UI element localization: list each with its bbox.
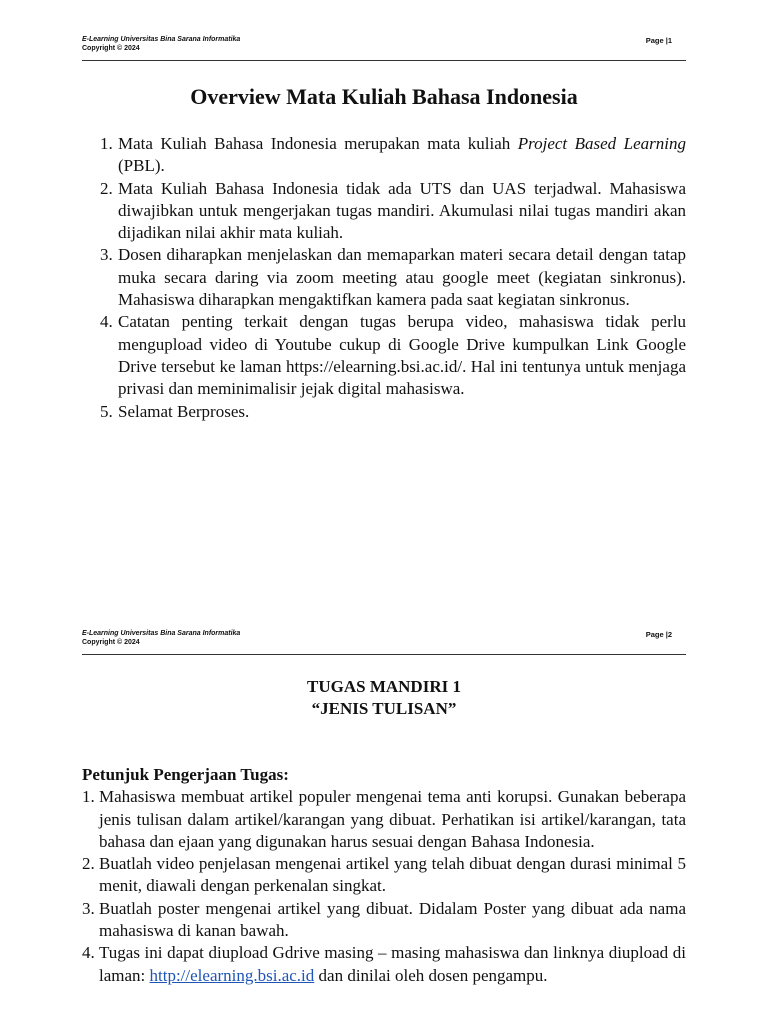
list-item-text-end: (PBL). [118,156,165,176]
list-item-text: Mahasiswa membuat artikel populer mengenai tema anti korupsi. Gunakan beberapa jenis tulisan dalam artikel/karangan yang dibuat. Perhatikan isi artikel/karangan, tata bahasa dan ejaan yang digunakan harus sesuai dengan Bahasa Indonesia. [99,787,686,851]
assignment-title: TUGAS MANDIRI 1 [307,677,461,696]
list-item [100,401,686,423]
list-item-text: Buatlah video penjelasan mengenai artikel yang telah dibuat dengan durasi minimal 5 menit, diawali dengan perkenalan singkat. [99,854,686,896]
institution-name: E-Learning Universitas Bina Sarana Informatika [82,630,241,637]
assignment-subtitle: “JENIS TULISAN” [311,699,457,718]
overview-list-container [100,133,686,423]
section-heading: Petunjuk Pengerjaan Tugas: [82,765,289,784]
overview-list [100,133,686,423]
document-page-2 [0,600,768,1024]
list-number: 4. [100,312,113,332]
page-number: Page |2 [645,630,672,639]
list-item-text-end: dan dinilai oleh dosen pengampu. [314,965,548,985]
page-number: Page |1 [645,36,672,45]
list-item [82,853,686,898]
page-header [82,30,686,61]
list-item [82,786,686,853]
list-number: 1. [82,787,95,807]
page-header [82,624,686,655]
list-item-emphasis: Project Based Learning [517,134,686,153]
list-item-text: Buatlah poster mengenai artikel yang dibuat. Didalam Poster yang dibuat ada nama mahasiswa di kanan bawah. [99,898,686,941]
copyright-text: Copyright © 2024 [82,45,140,52]
list-item [100,178,686,245]
list-number: 2. [100,178,113,198]
list-item-text: Mata Kuliah Bahasa Indonesia merupakan mata kuliah [118,134,518,153]
list-item-text: Dosen diharapkan menjelaskan dan memaparkan materi secara detail dengan tatap muka secara daring via zoom meeting atau google meet (kegiatan sinkronus). Mahasiswa diharapkan mengaktifkan kamera pada saat kegiatan sinkronus. [118,245,686,310]
instructions-list [82,786,686,987]
list-number: 3. [82,898,95,918]
list-item [100,244,686,311]
list-item-text: Catatan penting terkait dengan tugas berupa video, mahasiswa tidak perlu mengupload video di Youtube cukup di Google Drive kumpulkan Link Google Drive tersebut ke laman https://elearning.bsi.ac.id/. Hal ini tentunya untuk menjaga privasi dan meminimalisir jejak digital mahasiswa. [118,312,686,399]
list-item [100,311,686,400]
list-item [82,942,686,987]
list-item-text: Tugas ini dapat diupload Gdrive masing – masing mahasiswa dan linknya diupload di laman: [99,943,686,985]
list-number: 2. [82,854,95,874]
list-item [100,133,686,178]
list-number: 5. [100,401,113,421]
list-item-text: Mata Kuliah Bahasa Indonesia tidak ada UTS dan UAS terjadwal. Mahasiswa diwajibkan untuk mengerjakan tugas mandiri. Akumulasi nilai tugas mandiri akan dijadikan nilai akhir mata kuliah. [118,178,686,243]
copyright-text: Copyright © 2024 [82,639,140,646]
institution-name: E-Learning Universitas Bina Sarana Informatika [82,36,241,43]
list-number: 1. [100,134,113,153]
instructions-container [82,764,686,987]
list-item-text: Selamat Berproses. [118,401,250,421]
page-title: Overview Mata Kuliah Bahasa Indonesia [190,84,578,109]
list-item [82,898,686,943]
list-number: 4. [82,943,95,963]
elearning-link[interactable]: http://elearning.bsi.ac.id [149,965,315,985]
list-number: 3. [100,245,113,265]
